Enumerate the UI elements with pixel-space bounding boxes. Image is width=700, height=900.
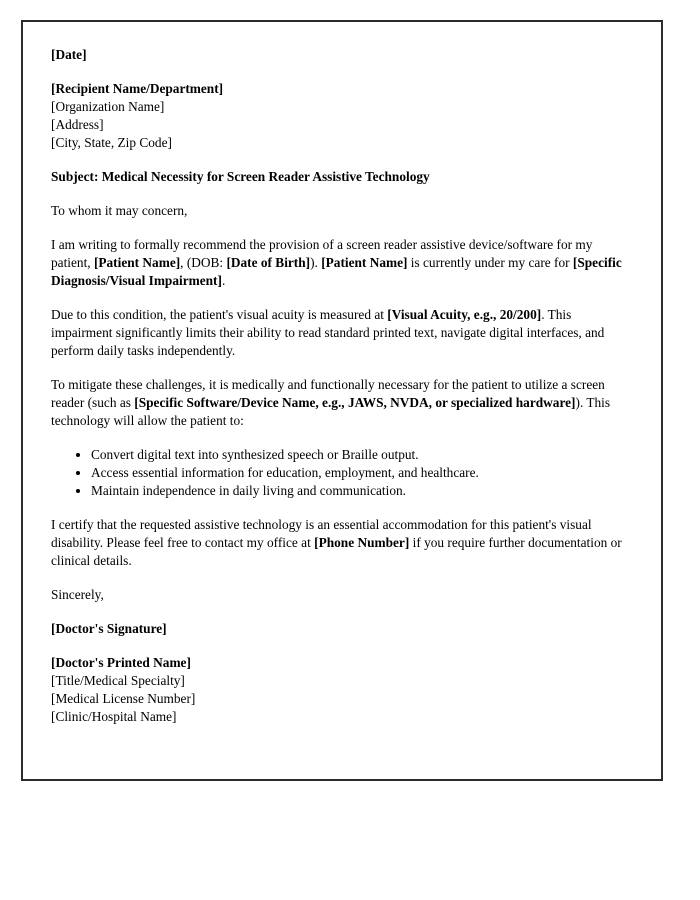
subject-line: Subject: Medical Necessity for Screen Reader Assistive Technology	[51, 169, 430, 184]
address-line: [Address]	[51, 117, 104, 132]
recipient-block	[51, 80, 633, 152]
benefits-list	[51, 446, 633, 500]
body-paragraph-mitigation: To mitigate these challenges, it is medically and functionally necessary for the patient to utilize a screen reader (such as [Specific Software/Device Name, e.g., JAWS, NVDA, or specialized hardware]). This technology will allow the patient to:	[51, 377, 611, 428]
clinic-hospital-line: [Clinic/Hospital Name]	[51, 709, 177, 724]
date-line: [Date]	[51, 47, 87, 62]
salutation: To whom it may concern,	[51, 203, 188, 218]
body-paragraph-certification: I certify that the requested assistive technology is an essential accommodation for this patient's visual disability. Please feel free to contact my office at [Phone Number] if you require further documentation or clinical details.	[51, 517, 622, 568]
closing-line: Sincerely,	[51, 587, 104, 602]
benefit-item: • Maintain independence in daily living and communication.	[91, 482, 633, 500]
license-number-line: [Medical License Number]	[51, 691, 196, 706]
organization-line: [Organization Name]	[51, 99, 165, 114]
recipient-name-line: [Recipient Name/Department]	[51, 81, 224, 96]
body-paragraph-condition: Due to this condition, the patient's visual acuity is measured at [Visual Acuity, e.g., 20/200]. This impairment significantly limits their ability to read standard printed text, navigate digital interfaces, and perform daily tasks independently.	[51, 307, 605, 358]
benefit-item: • Convert digital text into synthesized speech or Braille output.	[91, 446, 633, 464]
title-specialty-line: [Title/Medical Specialty]	[51, 673, 185, 688]
signature-placeholder: [Doctor's Signature]	[51, 621, 167, 636]
letter-page	[21, 20, 663, 781]
city-state-zip-line: [City, State, Zip Code]	[51, 135, 172, 150]
signature-block	[51, 654, 633, 726]
body-paragraph-intro: I am writing to formally recommend the provision of a screen reader assistive device/software for my patient, [Patient Name], (DOB: [Date of Birth]). [Patient Name] is currently under my care for [Specific Diagnosis/Visual Impairment].	[51, 237, 622, 288]
printed-name-line: [Doctor's Printed Name]	[51, 655, 191, 670]
benefit-item: • Access essential information for education, employment, and healthcare.	[91, 464, 633, 482]
